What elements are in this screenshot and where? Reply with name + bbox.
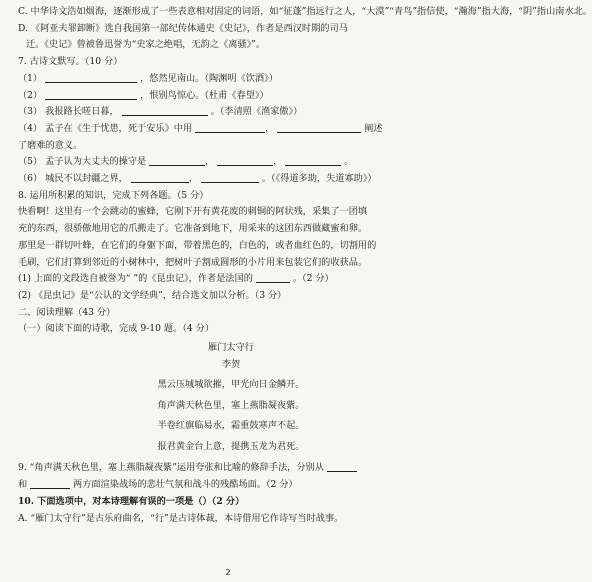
question-8-1: [18, 271, 444, 288]
passage-line: 那里是一群切叶蜂，在它们的身躯下面，带着黑色的，白色的，或者血红色的，切割用的: [18, 239, 377, 251]
q7-item-6: （6） 城民不以封疆之界， ， 。（《得道多助，失道寡助》）: [18, 173, 377, 185]
answer-blank[interactable]: [122, 104, 208, 116]
answer-blank[interactable]: [45, 88, 137, 100]
answer-blank[interactable]: [201, 171, 259, 183]
poem-author: 李贺: [221, 358, 241, 370]
poem-line: 黑云压城城欲摧，甲光向日金鳞开。: [157, 379, 305, 391]
answer-blank[interactable]: [327, 460, 357, 472]
item-number: （6）: [18, 173, 43, 185]
answer-blank[interactable]: [285, 154, 341, 166]
item-text: 。（《得道多助，失道寡助》）: [261, 173, 377, 185]
passage-line: 毛刷，它们打算到邻近的小树林中，把树叶子割成圆形的小片用来包装它们的收获品。: [18, 256, 368, 268]
item-text: 孟子在《生于忧患，死于安乐》中用: [45, 122, 193, 134]
item-number: （5）: [18, 156, 43, 168]
item-text: 9. “角声满天秋色里，塞上燕脂凝夜紫”运用夸张和比喻的修辞手法，分别从: [18, 462, 324, 474]
option-d-text: D. 《阿亚夫罪卸断》选自我国第一部纪传体通史《史记》，作者是西汉时期的司马: [18, 22, 348, 34]
passage-line: 充的东西，很骄傲地用它的爪搬走了。它准备到地下，用采来的这团东西做藏蜜和卵。: [18, 223, 368, 235]
question-8-2: (2) 《昆虫记》是“公认的文学经典”，结合选文加以分析。（3 分）: [18, 289, 287, 301]
q7-item-4: （4） 孟子在《生于忧患，死于安乐》中用 ， 阐述: [18, 122, 383, 134]
item-text: (1) 上面的文段选自被誉为“ ”的《昆虫记》，作者是法国的: [18, 273, 253, 285]
item-number: （3）: [18, 106, 43, 118]
section-header-reading: 二、阅读理解（43 分）: [18, 306, 116, 318]
reading-sub-header: （一）阅读下面的诗歌，完成 9-10 题。（4 分）: [18, 323, 215, 335]
poem-title: 雁门太守行: [208, 342, 254, 354]
q7-item-2: [18, 88, 444, 105]
question-8-title: 8. 运用所积累的知识，完成下列各题。（5 分）: [18, 189, 209, 201]
item-text: 城民不以封疆之界，: [45, 173, 128, 185]
q7-item-3: [18, 104, 444, 121]
answer-blank[interactable]: [256, 271, 290, 283]
answer-blank[interactable]: [149, 154, 205, 166]
answer-blank[interactable]: [131, 171, 189, 183]
answer-blank[interactable]: [30, 477, 70, 489]
item-text: 阐述: [364, 122, 383, 134]
question-10-option-a: A. “雁门太守行”是古乐府曲名，“行”是古诗体裁，本诗借用它作诗写当时战事。: [18, 512, 344, 524]
item-number: （4）: [18, 122, 43, 134]
item-text: 。: [344, 156, 354, 168]
document-body: [18, 4, 592, 527]
answer-blank[interactable]: [277, 121, 361, 133]
poem-line: 半卷红旗临易水，霜重鼓寒声不起。: [157, 420, 305, 432]
item-text: ，恨别鸟惊心。（杜甫《春望》）: [140, 89, 269, 101]
item-number: （1）: [18, 72, 43, 84]
q7-item-1: [18, 71, 444, 88]
item-text: 两方面渲染战场的悲壮气氛和战斗的残酷场面。（2 分）: [73, 479, 298, 491]
option-d-line-2: [18, 37, 444, 54]
item-text: 我报路长嗟日暮，: [45, 106, 119, 118]
question-7-title: 7. 古诗文默写。（10 分）: [18, 56, 123, 68]
answer-blank[interactable]: [45, 71, 137, 83]
item-text: 和: [18, 479, 28, 491]
q7-item-5: （5） 孟子认为大丈夫的操守是 ， ， 。: [18, 156, 354, 168]
item-number: （2）: [18, 89, 43, 101]
question-10-title: 10. 下面选项中，对本诗理解有误的一项是（）（2 分）: [18, 495, 245, 507]
question-9-line-1: [18, 460, 444, 477]
item-text: 。（李清照《渔家傲》）: [210, 106, 303, 118]
option-c-text: C. 中华诗文浩如烟海，逐渐形成了一些表意相对固定的词语，如“征蓬”指远行之人，“大漠”“青鸟”指信使，“瀚海”指大海，“阴”指山南水北。: [18, 6, 592, 17]
item-text: 孟子认为大丈夫的操守是: [45, 156, 147, 168]
item-text: ，悠然见南山。（陶渊明《饮酒》）: [140, 72, 278, 84]
q7-item-4-wrap: 了磨难的意义。: [18, 139, 83, 151]
answer-blank[interactable]: [217, 154, 273, 166]
option-c-line-1: [18, 4, 592, 21]
answer-blank[interactable]: [195, 121, 265, 133]
passage-line: 快看啊！这里有一个会跳动的蜜蜂，它刚下开有黄花废的刺铜的阿状残，采集了一团填: [18, 206, 368, 218]
page-number: 2: [225, 568, 231, 577]
option-d-line-1: [18, 21, 444, 38]
option-d-text-2: 迁。《史记》曾被鲁迅誉为“史家之绝唱，无韵之《离骚》”。: [26, 39, 266, 51]
poem-line: 报君黄金台上意，提携玉龙为君死。: [157, 440, 305, 452]
question-9-line-2: [18, 477, 444, 494]
poem-body: [18, 375, 444, 457]
poem-line: 角声满天秋色里，塞上燕脂凝夜紫。: [157, 399, 305, 411]
item-text: 。（2 分）: [292, 273, 334, 285]
